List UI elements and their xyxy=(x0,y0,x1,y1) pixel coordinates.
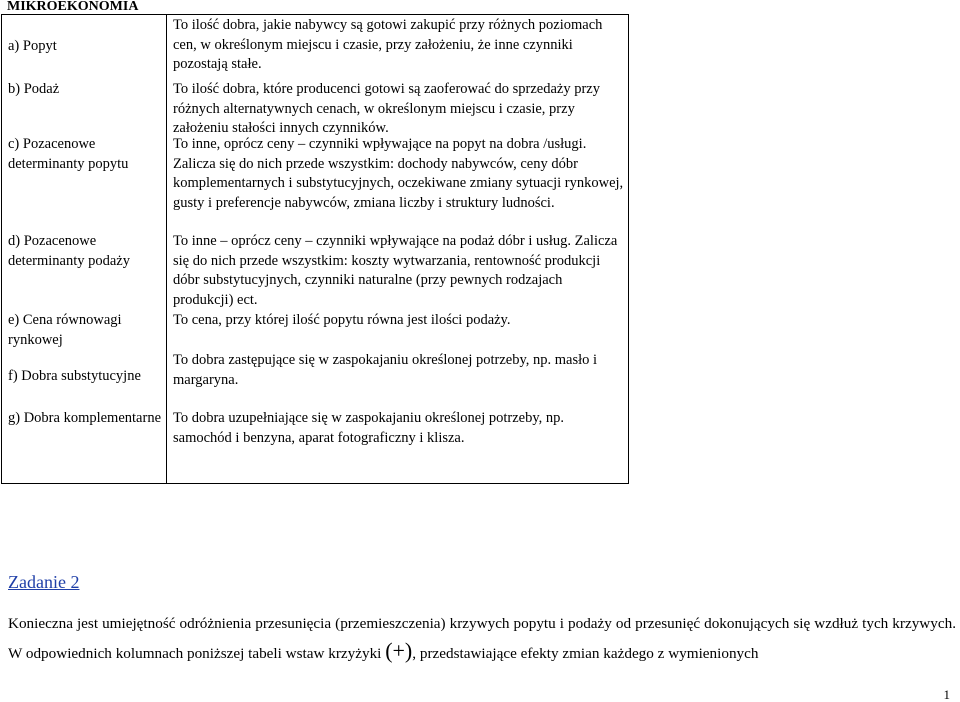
definitions-table xyxy=(1,14,629,484)
term-dobra-substytucyjne: f) Dobra substytucyjne xyxy=(8,368,141,384)
definition-pozacenowe-podazy: To inne – oprócz ceny – czynniki wpływające na podaż dóbr i usług. Zalicza się do nich przede wszystkim: koszty wytwarzania, rentowność produkcji dóbr substytucyjnych, czynniki naturalne (przy pewnych rodzajach produkcji) ect. xyxy=(173,233,618,308)
page-header: MIKROEKONOMIA xyxy=(7,0,139,14)
definition-podaz: To ilość dobra, które producenci gotowi są zaoferować do sprzedaży przy różnych alternatywnych cenach, w określonym miejscu i czasie, przy założeniu stałości innych czynników. xyxy=(173,81,600,136)
page-number: 1 xyxy=(943,687,950,702)
definition-pozacenowe-popytu: To inne, oprócz ceny – czynniki wpływające na popyt na dobra /usługi. Zalicza się do nich przede wszystkim: dochody nabywców, ceny dóbr komplementarnych i substytucyjnych, oczekiwane zmiany sytuacji rynkowej, gusty i preferencje nabywców, zmiana liczby i struktury ludności. xyxy=(173,136,624,211)
term-podaz: b) Podaż xyxy=(8,81,60,97)
paragraph-start: Konieczna jest umiejętność odróżnienia przesunięcia (przemieszczenia) krzywych popytu i podaży od przesunięć dokonujących się wzdłuż tych krzywych. W odpowiednich kolumnach poniższej tabeli wstaw krzyżyki xyxy=(8,615,956,662)
section-title: Zadanie 2 xyxy=(8,572,80,592)
definition-popyt: To ilość dobra, jakie nabywcy są gotowi zakupić przy różnych poziomach cen, w określonym miejscu i czasie, przy założeniu, że inne czynniki pozostają stałe. xyxy=(173,17,603,72)
column-divider xyxy=(166,15,167,483)
term-pozacenowe-podazy: d) Pozacenowe determinanty podaży xyxy=(8,233,130,269)
paragraph-end: , przedstawiające efekty zmian każdego z wymienionych xyxy=(412,645,759,662)
term-cena-rownowagi: e) Cena równowagi rynkowej xyxy=(8,312,122,348)
term-dobra-komplementarne: g) Dobra komplementarne xyxy=(8,410,162,426)
task-paragraph xyxy=(8,610,956,667)
definition-dobra-komplementarne: To dobra uzupełniające się w zaspokajaniu określonej potrzeby, np. samochód i benzyna, aparat fotograficzny i klisza. xyxy=(173,410,565,446)
definition-dobra-substytucyjne: To dobra zastępujące się w zaspokajaniu określonej potrzeby, np. masło i margaryna. xyxy=(173,352,598,388)
term-popyt: a) Popyt xyxy=(8,38,57,54)
term-pozacenowe-popytu: c) Pozacenowe determinanty popytu xyxy=(8,136,129,172)
plus-symbol: (+) xyxy=(385,638,413,663)
definition-cena-rownowagi: To cena, przy której ilość popytu równa jest ilości podaży. xyxy=(173,312,511,328)
